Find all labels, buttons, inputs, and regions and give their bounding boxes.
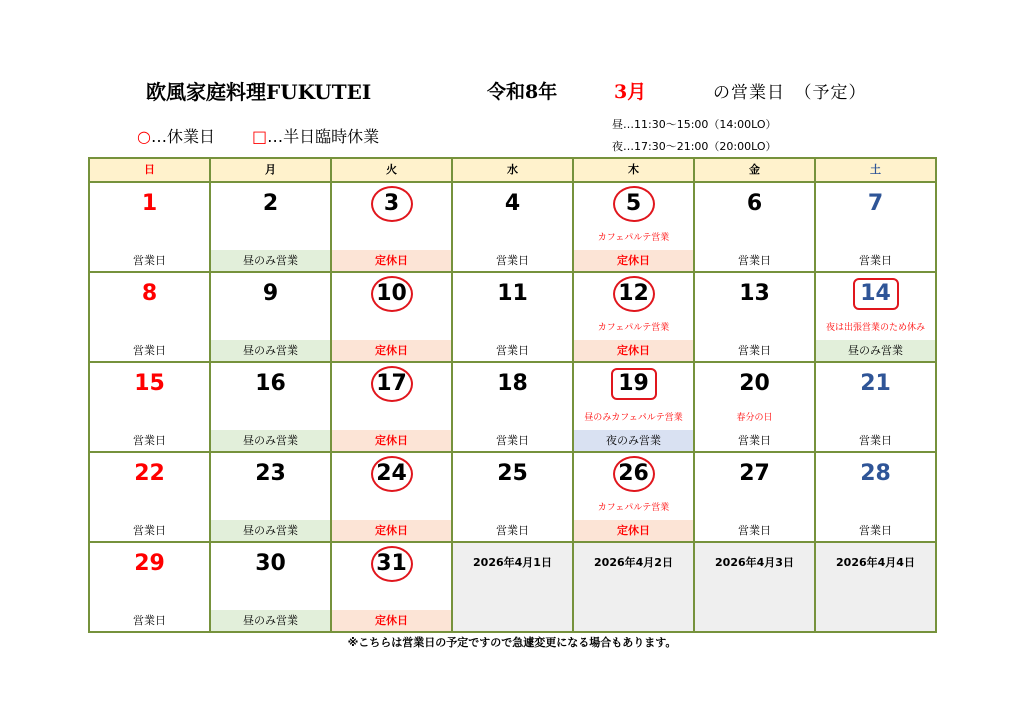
day-cell (211, 363, 330, 451)
weekday-header: 金 (695, 159, 814, 181)
day-number-area (90, 461, 209, 487)
day-status: 定休日 (332, 340, 451, 361)
day-number-box (505, 191, 520, 217)
day-number: 1 (141, 191, 158, 216)
next-month-date: 2026年4月4日 (836, 556, 915, 569)
day-cell (332, 363, 451, 451)
day-note: 夜は出張営業のため休み (825, 323, 925, 333)
calendar-grid (88, 157, 937, 633)
day-number: 30 (255, 551, 286, 576)
day-cell (453, 363, 572, 451)
day-number-box (255, 461, 286, 487)
day-number-box (384, 191, 399, 217)
day-status: 昼のみ営業 (211, 610, 330, 631)
day-number-box (134, 371, 165, 397)
day-number: 29 (134, 551, 165, 576)
day-number-area (574, 461, 693, 487)
weekday-header: 木 (574, 159, 693, 181)
day-note: カフェパルテ営業 (597, 233, 670, 243)
day-number-area (816, 281, 935, 307)
next-month-cell (453, 543, 572, 631)
day-number-area (332, 371, 451, 397)
day-cell (332, 453, 451, 541)
legend-closed-day (137, 127, 215, 147)
day-number-box (739, 371, 770, 397)
weekday-header: 日 (90, 159, 209, 181)
day-number-box (142, 281, 157, 307)
day-cell (695, 273, 814, 361)
title-month: 3月 (614, 81, 647, 103)
day-number-box (739, 281, 770, 307)
day-number-box (134, 551, 165, 577)
day-number-area (816, 191, 935, 217)
day-number-box (860, 281, 891, 307)
day-cell (211, 453, 330, 541)
day-number-area (695, 371, 814, 397)
day-number-area (574, 191, 693, 217)
day-cell (574, 453, 693, 541)
day-cell (90, 363, 209, 451)
day-status: 営業日 (859, 254, 892, 267)
footer-note: ※こちらは営業日の予定ですので急遽変更になる場合もあります。 (347, 636, 677, 649)
day-status: 営業日 (133, 614, 166, 627)
day-status: 昼のみ営業 (211, 430, 330, 451)
day-number: 13 (739, 281, 770, 306)
day-cell (332, 183, 451, 271)
day-status: 営業日 (859, 524, 892, 537)
legend-half-day (252, 127, 379, 147)
day-number-area (332, 191, 451, 217)
day-status: 営業日 (133, 434, 166, 447)
day-number-box (497, 461, 528, 487)
day-number-box (618, 281, 649, 307)
day-number-area (90, 281, 209, 307)
day-number-area (90, 371, 209, 397)
day-status: 営業日 (496, 524, 529, 537)
day-cell (453, 183, 572, 271)
next-month-cell (816, 543, 935, 631)
day-note: 春分の日 (736, 413, 773, 423)
day-note: カフェパルテ営業 (597, 323, 670, 333)
day-cell (574, 363, 693, 451)
day-status: 昼のみ営業 (211, 340, 330, 361)
day-number-area (211, 191, 330, 217)
lunch-hours: 昼…11:30～15:00（14:00LO） (612, 118, 777, 131)
legend-closed-label: …休業日 (150, 127, 215, 146)
day-status: 定休日 (574, 340, 693, 361)
day-cell (816, 183, 935, 271)
weekday-header: 火 (332, 159, 451, 181)
day-number: 14 (860, 281, 891, 306)
day-status: 夜のみ営業 (574, 430, 693, 451)
day-number: 19 (618, 371, 649, 396)
next-month-cell (695, 543, 814, 631)
day-cell (695, 453, 814, 541)
day-number-box (626, 191, 641, 217)
day-cell (695, 183, 814, 271)
day-number: 6 (746, 191, 763, 216)
day-number: 28 (860, 461, 891, 486)
day-number: 20 (739, 371, 770, 396)
day-status: 定休日 (332, 520, 451, 541)
day-status: 営業日 (133, 254, 166, 267)
day-number-area (695, 461, 814, 487)
day-number-area (211, 551, 330, 577)
day-cell (574, 183, 693, 271)
day-status: 定休日 (574, 520, 693, 541)
day-number-box (255, 551, 286, 577)
day-number-area (332, 461, 451, 487)
red-square-icon: □ (252, 127, 268, 146)
day-number-box (134, 461, 165, 487)
red-circle-icon: ○ (137, 127, 151, 146)
day-status: 営業日 (738, 254, 771, 267)
day-number-box (618, 371, 649, 397)
day-number-area (211, 281, 330, 307)
day-status: 昼のみ営業 (816, 340, 935, 361)
day-number-box (142, 191, 157, 217)
day-note: 昼のみカフェパルテ営業 (584, 413, 683, 423)
day-number: 10 (376, 281, 407, 306)
day-number-area (816, 371, 935, 397)
day-number-box (497, 281, 528, 307)
day-cell (211, 183, 330, 271)
day-cell (90, 183, 209, 271)
day-number-area (211, 461, 330, 487)
day-cell (332, 273, 451, 361)
day-status: 昼のみ営業 (211, 520, 330, 541)
day-status: 営業日 (738, 524, 771, 537)
day-number-area (453, 461, 572, 487)
day-number: 27 (739, 461, 770, 486)
day-number-area (211, 371, 330, 397)
day-number-box (739, 461, 770, 487)
day-status: 昼のみ営業 (211, 250, 330, 271)
day-status: 営業日 (859, 434, 892, 447)
day-cell (332, 543, 451, 631)
day-number-box (497, 371, 528, 397)
day-cell (90, 273, 209, 361)
day-number: 24 (376, 461, 407, 486)
day-cell (816, 363, 935, 451)
day-number-area (453, 281, 572, 307)
day-status: 定休日 (332, 610, 451, 631)
day-number: 3 (383, 191, 400, 216)
day-number: 2 (262, 191, 279, 216)
day-status: 定休日 (332, 430, 451, 451)
day-number-box (376, 461, 407, 487)
day-number: 8 (141, 281, 158, 306)
legend-half-day-label: …半日臨時休業 (267, 127, 380, 146)
day-number-box (376, 371, 407, 397)
day-cell (574, 273, 693, 361)
day-status: 営業日 (133, 344, 166, 357)
day-number-box (747, 191, 762, 217)
next-month-date: 2026年4月1日 (473, 556, 552, 569)
next-month-cell (574, 543, 693, 631)
next-month-date: 2026年4月3日 (715, 556, 794, 569)
day-number-box (263, 281, 278, 307)
day-number-box (868, 191, 883, 217)
day-number-area (90, 191, 209, 217)
day-number: 7 (867, 191, 884, 216)
day-number-area (574, 281, 693, 307)
day-number-box (255, 371, 286, 397)
day-number: 31 (376, 551, 407, 576)
day-number-area (695, 281, 814, 307)
day-number: 11 (497, 281, 528, 306)
day-status: 定休日 (574, 250, 693, 271)
day-cell (453, 273, 572, 361)
day-number-box (860, 371, 891, 397)
day-number-area (574, 371, 693, 397)
day-number-area (816, 461, 935, 487)
day-status: 営業日 (738, 344, 771, 357)
day-number: 12 (618, 281, 649, 306)
day-number: 5 (625, 191, 642, 216)
day-cell (211, 273, 330, 361)
day-status: 営業日 (738, 434, 771, 447)
day-number-area (90, 551, 209, 577)
day-status: 営業日 (496, 254, 529, 267)
day-number: 17 (376, 371, 407, 396)
day-cell (90, 543, 209, 631)
day-number: 9 (262, 281, 279, 306)
day-status: 営業日 (496, 434, 529, 447)
weekday-header: 水 (453, 159, 572, 181)
day-number-area (695, 191, 814, 217)
shop-name: 欧風家庭料理FUKUTEI (146, 80, 372, 104)
day-number: 26 (618, 461, 649, 486)
day-status: 営業日 (133, 524, 166, 537)
day-note: カフェパルテ営業 (597, 503, 670, 513)
day-number-box (263, 191, 278, 217)
weekday-header: 月 (211, 159, 330, 181)
day-cell (695, 363, 814, 451)
day-status: 営業日 (496, 344, 529, 357)
day-number: 21 (860, 371, 891, 396)
day-number: 23 (255, 461, 286, 486)
title-suffix: の営業日 （予定） (713, 83, 867, 103)
day-number-area (332, 551, 451, 577)
day-number: 15 (134, 371, 165, 396)
day-number-box (618, 461, 649, 487)
day-number: 22 (134, 461, 165, 486)
next-month-date: 2026年4月2日 (594, 556, 673, 569)
day-number: 25 (497, 461, 528, 486)
day-cell (816, 273, 935, 361)
day-cell (453, 453, 572, 541)
day-number-box (376, 281, 407, 307)
day-number-box (860, 461, 891, 487)
day-number-area (332, 281, 451, 307)
day-number: 18 (497, 371, 528, 396)
day-cell (816, 453, 935, 541)
day-number: 4 (504, 191, 521, 216)
day-number-box (376, 551, 407, 577)
title-year: 令和8年 (487, 81, 558, 103)
weekday-header: 土 (816, 159, 935, 181)
day-cell (90, 453, 209, 541)
day-number-area (453, 191, 572, 217)
day-number-area (453, 371, 572, 397)
dinner-hours: 夜…17:30～21:00（20:00LO） (612, 140, 777, 153)
day-number: 16 (255, 371, 286, 396)
day-cell (211, 543, 330, 631)
day-status: 定休日 (332, 250, 451, 271)
